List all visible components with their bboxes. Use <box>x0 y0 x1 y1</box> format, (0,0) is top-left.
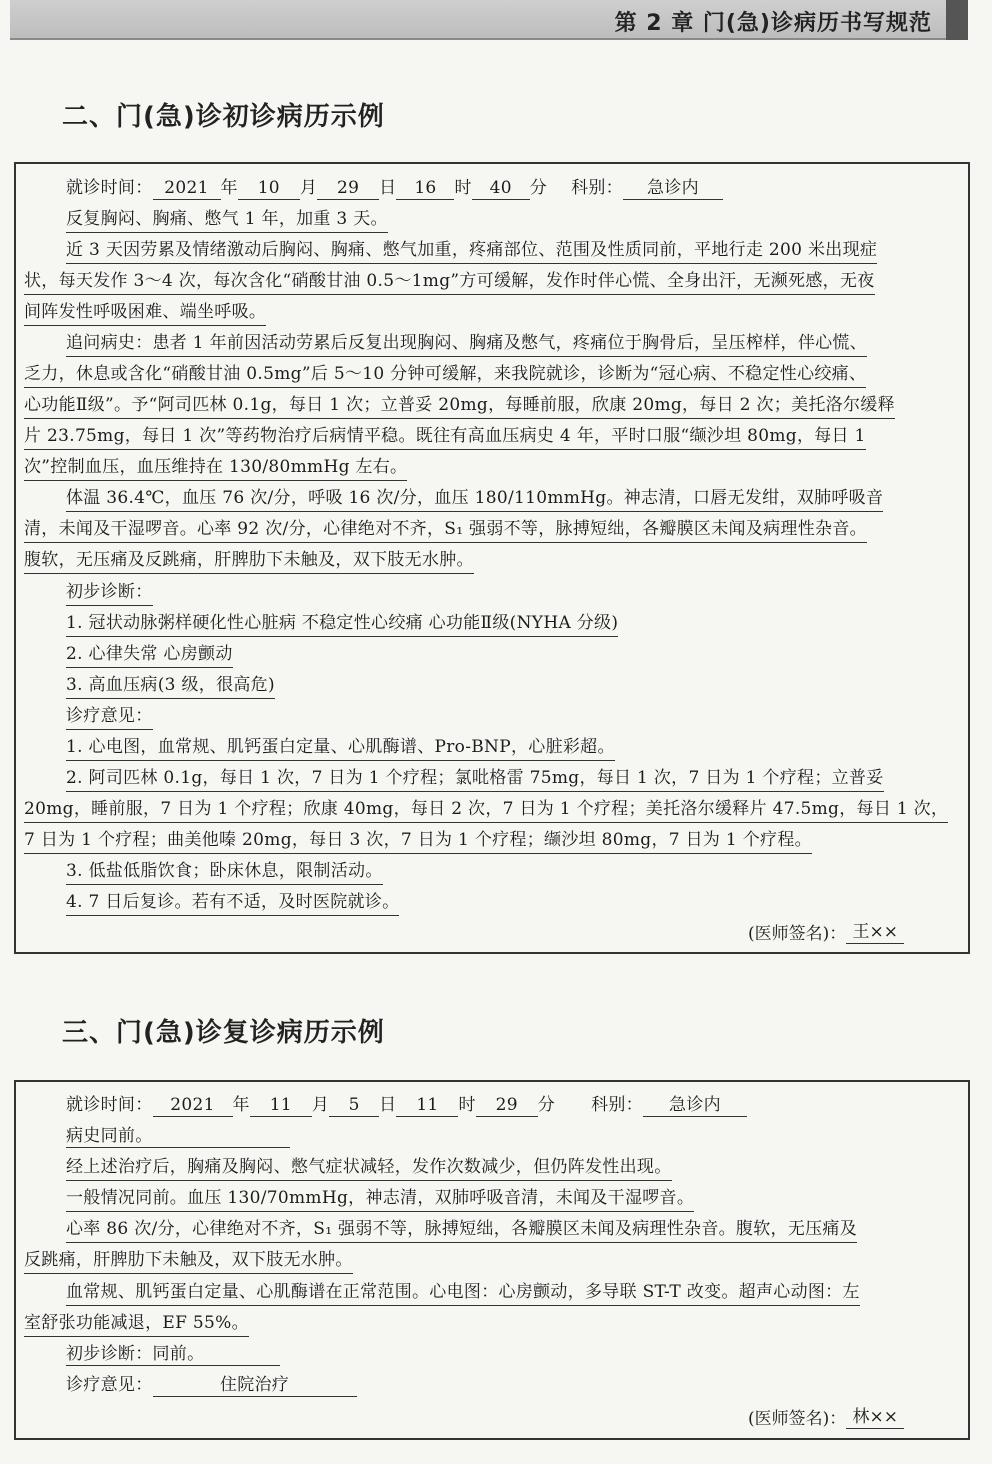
minute-unit: 分 <box>537 1095 556 1115</box>
follow-up-test-line: 室舒张功能减退，EF 55%。 <box>24 1311 249 1337</box>
advice-item: 7 日为 1 个疗程；曲美他嗪 20mg，每日 3 次，7 日为 1 个疗程；缬沙坦 80mg，7 日为 1 个疗程。 <box>24 828 812 854</box>
follow-up-advice-row <box>66 1373 357 1397</box>
hour-unit: 时 <box>458 1095 476 1115</box>
follow-up-course-line: 经上述治疗后，胸痛及胸闷、憋气症状减轻，发作次数减少，但仍阵发性出现。 <box>66 1155 672 1181</box>
diagnosis-item: 1. 冠状动脉粥样硬化性心脏病 不稳定性心绞痛 心功能Ⅱ级(NYHA 分级) <box>66 611 618 637</box>
physical-exam-line: 体温 36.4℃，血压 76 次/分，呼吸 16 次/分，血压 180/110mmHg。神志清，口唇无发绀，双肺呼吸音 <box>66 486 883 512</box>
advice-item: 4. 7 日后复诊。若有不适，及时医院就诊。 <box>66 890 399 916</box>
visit-minute: 40 <box>472 177 530 200</box>
past-history-line: 乏力，休息或含化“硝酸甘油 0.5mg”后 5～10 分钟可缓解，来我院就诊，诊断为“冠心病、不稳定性心绞痛、 <box>24 362 866 388</box>
visit-month: 11 <box>250 1094 312 1117</box>
diagnosis-same-text: 初步诊断：同前。 <box>66 1343 280 1366</box>
first-visit-time-row <box>66 176 723 200</box>
visit-time-label: 就诊时间： <box>66 1095 153 1115</box>
visit-day: 5 <box>329 1094 379 1117</box>
past-history-line: 追问病史：患者 1 年前因活动劳累后反复出现胸闷、胸痛及憋气，疼痛位于胸骨后，呈压榨样，伴心慌、 <box>66 331 867 357</box>
signature-label: (医师签名)： <box>748 1409 847 1429</box>
physical-exam-line: 清，未闻及干湿啰音。心率 92 次/分，心律绝对不齐，S₁ 强弱不等，脉搏短绌，各瓣膜区未闻及病理性杂音。 <box>24 517 867 543</box>
visit-year: 2021 <box>153 177 221 200</box>
follow-up-section-title: 三、门(急)诊复诊病历示例 <box>62 1018 385 1048</box>
day-unit: 日 <box>379 1095 397 1115</box>
present-illness-line: 状，每天发作 3～4 次，每次含化“硝酸甘油 0.5～1mg”方可缓解，发作时伴心慌、全身出汗，无濒死感，无夜 <box>24 269 875 295</box>
follow-up-exam-line: 心率 86 次/分，心律绝对不齐，S₁ 强弱不等，脉搏短绌，各瓣膜区未闻及病理性杂音。腹软，无压痛及 <box>66 1217 857 1243</box>
advice-item: 1. 心电图，血常规、肌钙蛋白定量、心肌酶谱、Pro-BNP，心脏彩超。 <box>66 735 615 761</box>
diagnosis-item: 2. 心律失常 心房颤动 <box>66 642 233 668</box>
advice-label: 诊疗意见： <box>66 1375 153 1395</box>
visit-hour: 16 <box>396 177 454 200</box>
department-value: 急诊内 <box>643 1094 747 1117</box>
physical-exam-line: 腹软，无压痛及反跳痛，肝脾肋下未触及，双下肢无水肿。 <box>24 548 474 574</box>
advice-value: 住院治疗 <box>153 1374 357 1397</box>
chapter-title: 第 2 章 门(急)诊病历书写规范 <box>614 11 932 36</box>
past-history-line: 片 23.75mg，每日 1 次”等药物治疗后病情平稳。既往有高血压病史 4 年，平时口服“缬沙坦 80mg，每日 1 <box>24 424 866 450</box>
past-history-line: 次”控制血压，血压维持在 130/80mmHg 左右。 <box>24 455 407 481</box>
day-unit: 日 <box>379 178 397 198</box>
visit-hour: 11 <box>396 1094 458 1117</box>
chapter-tab <box>946 0 968 40</box>
advice-heading: 诊疗意见： <box>66 704 153 730</box>
signature-name: 王×× <box>846 921 904 944</box>
year-unit: 年 <box>220 178 238 198</box>
year-unit: 年 <box>232 1095 250 1115</box>
first-visit-section-title: 二、门(急)诊初诊病历示例 <box>62 102 385 132</box>
follow-up-time-row <box>66 1093 747 1117</box>
chief-complaint: 反复胸闷、胸痛、憋气 1 年，加重 3 天。 <box>66 207 388 233</box>
past-history-line: 心功能Ⅱ级”。予“阿司匹林 0.1g，每日 1 次；立普妥 20mg，每睡前服，欣康 20mg，每日 2 次；美托洛尔缓释 <box>24 393 895 419</box>
month-unit: 月 <box>311 1095 330 1115</box>
signature-name: 林×× <box>846 1406 904 1429</box>
advice-item: 20mg，睡前服，7 日为 1 个疗程；欣康 40mg，每日 2 次，7 日为 1 个疗程；美托洛尔缓释片 47.5mg，每日 1 次， <box>24 797 948 823</box>
advice-item: 2. 阿司匹林 0.1g，每日 1 次，7 日为 1 个疗程；氯吡格雷 75mg，每日 1 次，7 日为 1 个疗程；立普妥 <box>66 766 884 792</box>
follow-up-exam-line: 一般情况同前。血压 130/70mmHg，神志清，双肺呼吸音清，未闻及干湿啰音。 <box>66 1186 694 1212</box>
follow-up-exam-line: 反跳痛，肝脾肋下未触及，双下肢无水肿。 <box>24 1248 353 1274</box>
minute-unit: 分 <box>529 178 548 198</box>
chapter-header <box>10 0 968 40</box>
follow-up-signature <box>748 1404 904 1429</box>
hour-unit: 时 <box>454 178 472 198</box>
department-value: 急诊内 <box>623 177 723 200</box>
signature-label: (医师签名)： <box>748 924 847 944</box>
advice-item: 3. 低盐低脂饮食；卧床休息，限制活动。 <box>66 859 383 885</box>
follow-up-test-line: 血常规、肌钙蛋白定量、心肌酶谱在正常范围。心电图：心房颤动，多导联 ST-T 改变。超声心动图：左 <box>66 1280 860 1306</box>
department-label: 科别： <box>591 1095 643 1115</box>
diagnosis-item: 3. 高血压病(3 级，很高危) <box>66 673 275 699</box>
first-visit-signature <box>748 919 904 944</box>
follow-up-diagnosis <box>66 1342 280 1366</box>
present-illness-line: 近 3 天因劳累及情绪激动后胸闷、胸痛、憋气加重，疼痛部位、范围及性质同前，平地行走 200 米出现症 <box>66 238 877 264</box>
follow-up-history <box>66 1124 290 1148</box>
visit-time-label: 就诊时间： <box>66 178 153 198</box>
present-illness-line: 间阵发性呼吸困难、端坐呼吸。 <box>24 300 266 326</box>
month-unit: 月 <box>299 178 318 198</box>
department-label: 科别： <box>571 178 623 198</box>
visit-day: 29 <box>317 177 379 200</box>
visit-minute: 29 <box>476 1094 538 1117</box>
visit-month: 10 <box>238 177 300 200</box>
diagnosis-heading: 初步诊断： <box>66 580 153 606</box>
visit-year: 2021 <box>153 1094 233 1117</box>
history-same-text: 病史同前。 <box>66 1125 290 1148</box>
